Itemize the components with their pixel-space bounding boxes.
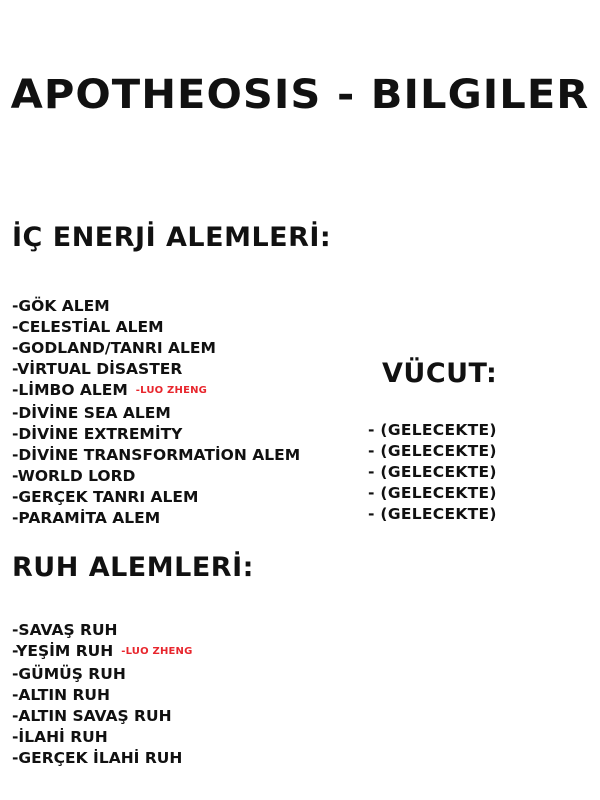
list-item: [12, 359, 300, 380]
list-item: [12, 466, 300, 487]
list-item: [368, 441, 497, 462]
list-item-label: - (GELECEKTE): [368, 442, 497, 460]
list-item-label: -İLAHİ RUH: [12, 728, 108, 746]
list-item-label: -ALTIN RUH: [12, 686, 110, 704]
list-item: [12, 685, 193, 706]
list-item: [12, 380, 300, 403]
list-item: [368, 462, 497, 483]
list-item-label: - (GELECEKTE): [368, 484, 497, 502]
list-item-label: -PARAMİTA ALEM: [12, 509, 161, 527]
list-spirit-realms: [12, 620, 193, 769]
list-item: [12, 338, 300, 359]
list-item: [12, 317, 300, 338]
list-item-label: -SAVAŞ RUH: [12, 621, 118, 639]
list-item: [12, 664, 193, 685]
list-inner-energy-realms: [12, 296, 300, 529]
list-item: [12, 748, 193, 769]
list-item: [12, 487, 300, 508]
list-item: [12, 620, 193, 641]
list-item-label: -DİVİNE EXTREMİTY: [12, 425, 183, 443]
list-item: [12, 403, 300, 424]
section-heading-body: VÜCUT:: [382, 358, 498, 389]
list-item-label: -GÜMÜŞ RUH: [12, 665, 126, 683]
list-item: [12, 424, 300, 445]
list-item-label: - (GELECEKTE): [368, 505, 497, 523]
list-body-realms: [368, 420, 497, 525]
list-item-label: -GODLAND/TANRI ALEM: [12, 339, 216, 357]
list-item-label: -DİVİNE SEA ALEM: [12, 404, 171, 422]
list-item-label: -WORLD LORD: [12, 467, 136, 485]
list-item: [368, 504, 497, 525]
list-item: [368, 483, 497, 504]
section-heading-inner-energy: İÇ ENERJİ ALEMLERİ:: [12, 222, 332, 253]
list-item-label: -DİVİNE TRANSFORMATİON ALEM: [12, 446, 301, 464]
list-item: [368, 420, 497, 441]
list-item: [12, 706, 193, 727]
list-item-label: -VİRTUAL DİSASTER: [12, 360, 183, 378]
list-item-label: -CELESTİAL ALEM: [12, 318, 164, 336]
list-item-label: -YEŞİM RUH: [12, 642, 114, 660]
list-item: [12, 508, 300, 529]
list-item-label: -GERÇEK TANRI ALEM: [12, 488, 199, 506]
list-item-label: - (GELECEKTE): [368, 421, 497, 439]
list-item-note: -LUO ZHENG: [121, 646, 193, 657]
list-item-label: -GÖK ALEM: [12, 297, 110, 315]
list-item: [12, 641, 193, 664]
list-item: [12, 727, 193, 748]
list-item: [12, 445, 300, 466]
list-item: [12, 296, 300, 317]
list-item-note: -LUO ZHENG: [135, 385, 208, 396]
page-title: APOTHEOSIS - BILGILER: [10, 72, 590, 118]
list-item-label: -LİMBO ALEM: [12, 381, 128, 399]
list-item-label: -ALTIN SAVAŞ RUH: [12, 707, 172, 725]
list-item-label: -GERÇEK İLAHİ RUH: [12, 749, 183, 767]
section-heading-spirit: RUH ALEMLERİ:: [12, 552, 254, 583]
list-item-label: - (GELECEKTE): [368, 463, 497, 481]
